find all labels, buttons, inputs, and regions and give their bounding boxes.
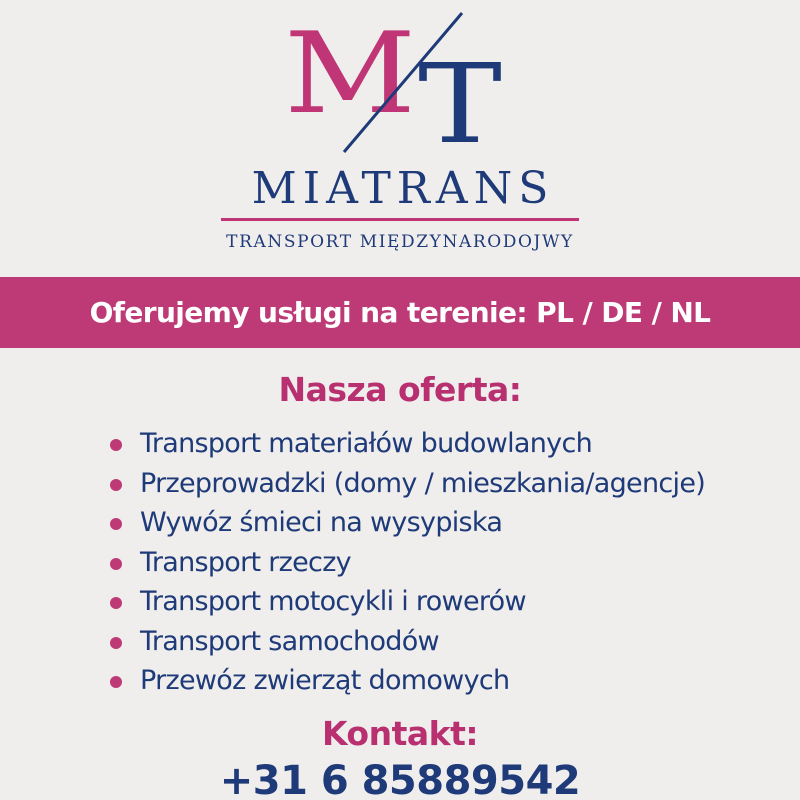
bullet-icon <box>110 518 122 530</box>
contact-title: Kontakt: <box>321 714 479 753</box>
list-item-text: Transport samochodów <box>140 625 439 657</box>
list-item <box>107 661 787 701</box>
company-logo <box>0 0 800 270</box>
list-item-text: Przewóz zwierząt domowych <box>140 665 510 696</box>
logo-letter-m: M <box>284 10 416 139</box>
logo-letter-t: T <box>418 40 502 155</box>
list-item-text: Transport materiałów budowlanych <box>140 428 593 459</box>
list-item-text: Transport rzeczy <box>140 546 351 578</box>
list-item <box>107 503 787 543</box>
list-item-text: Transport motocykli i rowerów <box>140 586 526 617</box>
mt-monogram <box>280 10 520 155</box>
brand-name: MIATRANS <box>251 163 555 214</box>
bullet-icon <box>110 439 122 451</box>
banner-text: Oferujemy usługi na terenie: PL / DE / NL <box>89 296 711 329</box>
bullet-icon <box>110 597 122 609</box>
offer-title: Nasza oferta: <box>278 370 522 409</box>
list-item <box>107 582 787 622</box>
bullet-icon <box>110 676 122 688</box>
brand-underline <box>221 218 579 221</box>
list-item <box>107 622 787 662</box>
list-item-text: Przeprowadzki (domy / mieszkania/agencje) <box>140 467 706 499</box>
bullet-icon <box>110 479 122 491</box>
phone-number[interactable]: +31 6 85889542 <box>219 758 581 800</box>
list-item-text: Wywóz śmieci na wysypiska <box>140 507 503 538</box>
bullet-icon <box>110 558 122 570</box>
list-item <box>107 543 787 583</box>
list-item <box>107 424 787 464</box>
bullet-icon <box>110 637 122 649</box>
list-item <box>107 464 787 504</box>
brand-tagline: TRANSPORT MIĘDZYNARODOJWY <box>226 232 574 252</box>
service-area-banner <box>0 277 800 348</box>
offer-list <box>107 424 787 701</box>
